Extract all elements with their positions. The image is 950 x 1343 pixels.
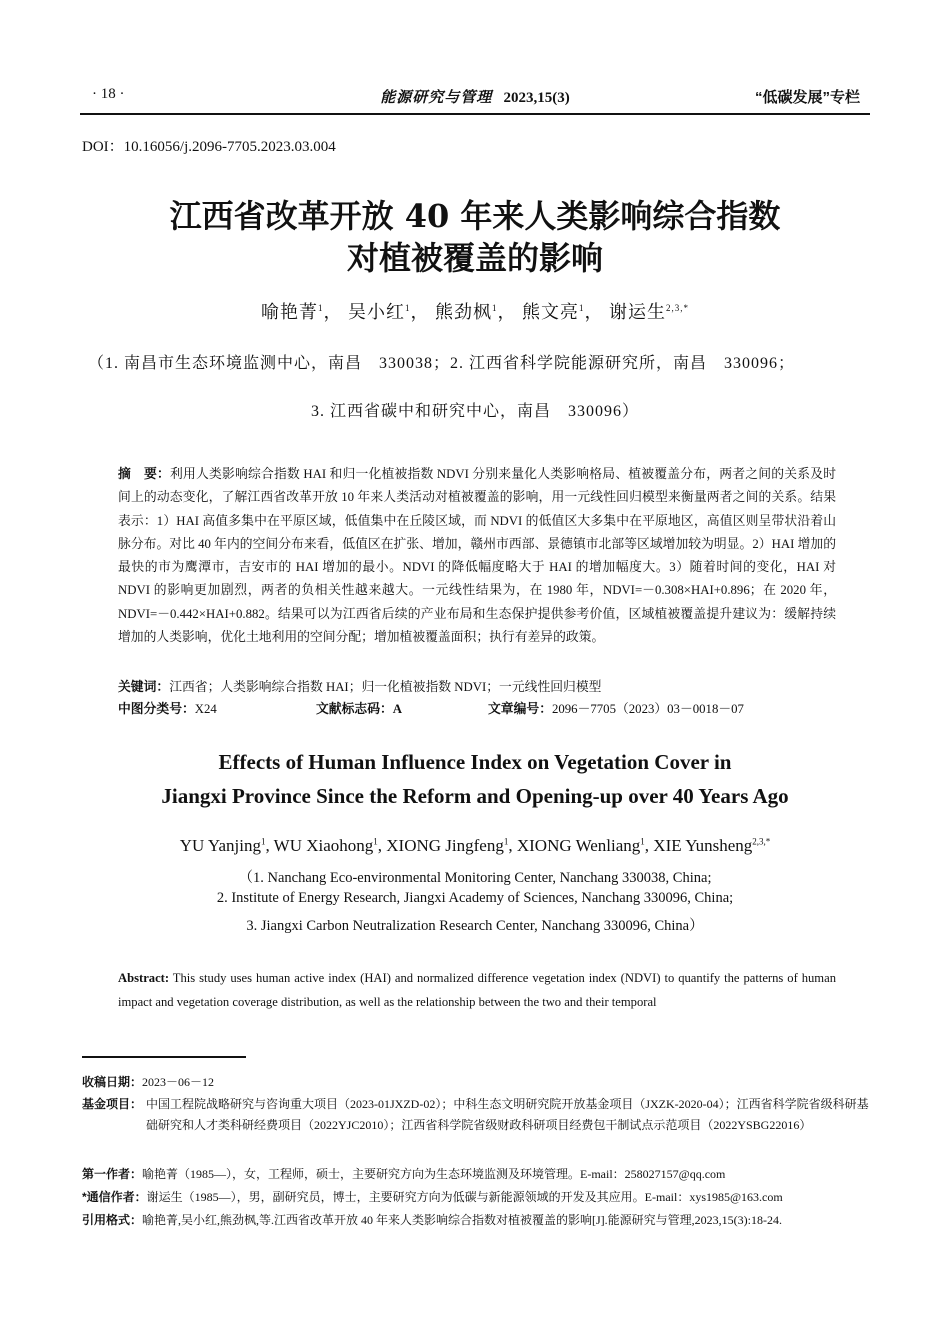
author-sup: 1	[579, 303, 585, 313]
doc-value: A	[392, 702, 403, 716]
author-cn: 喻艳菁	[261, 302, 318, 322]
author-sup: 1	[640, 836, 645, 847]
author-sup: 1	[405, 303, 411, 313]
clc-value: X24	[194, 702, 217, 716]
doi[interactable]: DOI：10.16056/j.2096-7705.2023.03.004	[82, 139, 336, 155]
footnote-corresponding	[82, 1187, 872, 1208]
article-value: 2096－7705（2023）03－0018－07	[551, 702, 744, 716]
authors-cn: 喻艳菁$^1$， 吴小红$^1$， 熊劲枫$^1$， 熊文亮$^1$， 谢运生$^{2,3,*}$	[261, 302, 689, 322]
column-label: “低碳发展”专栏	[754, 89, 860, 106]
cite-label: 引用格式：	[82, 1213, 143, 1227]
affiliation-en-line2: 2. Institute of Energy Research, Jiangxi Academy of Sciences, Nanchang 330096, China;	[216, 890, 734, 906]
first-author-label: 第一作者：	[82, 1167, 143, 1181]
abstract-cn-text: 利用人类影响综合指数 HAI 和归一化植被指数 NDVI 分别来量化人类影响格局、植被覆盖分布，两者之间的关系及时间上的动态变化，了解江西省改革开放 10 年来人类活动对植被覆盖的影响，用一元线性回归模型来衡量两者之间的关系。结果表示：1）HAI 高值多集中在平原区域，低值集中在丘陵区域，而 NDVI 的低值区大多集中在平原地区，高值区则呈带状沿着山脉分布。对比 40 年内的空间分布来看，低值区在扩张、增加，赣州市西部、景德镇市北部等区域增加较为明显。2）HAI 增加的最快的市为鹰潭市，吉安市的 HAI 增加的最小。NDVI 的降低幅度略大于 HAI 的增加幅度大。3）随着时间的变化，HAI 对 NDVI 的影响更加剧烈，两者的负相关性越来越大。一元线性结果为，在 1980 年，NDVI=－0.308×HAI+0.896；在 2020 年，NDVI=－0.442×HAI+0.882。结果可以为江西省后续的产业布局和生态保护提供参考价值，区域植被覆盖提升建议为：缓解持续增加的人类影响，优化土地利用的空间分配；增加植被覆盖面积；执行有差异的政策。	[118, 467, 837, 645]
journal-name: 能源研究与管理	[380, 90, 493, 106]
cite-value: 喻艳菁,吴小红,熊劲枫,等.江西省改革开放 40 年来人类影响综合指数对植被覆盖的影响[J].能源研究与管理,2023,15(3):18-24.	[142, 1213, 783, 1227]
title-cn-line1: 江西省改革开放 40 年来人类影响综合指数	[169, 197, 781, 235]
author-en: XIONG Wenliang	[516, 836, 641, 855]
affiliation-en-line3: 3. Jiangxi Carbon Neutralization Research Center, Nanchang 330096, China）	[246, 918, 704, 934]
journal-issue: 2023,15(3)	[503, 90, 570, 106]
keywords-cn-text: 江西省；人类影响综合指数 HAI；归一化植被指数 NDVI；一元线性回归模型	[169, 680, 602, 694]
abstract-cn-label: 摘 要：	[118, 466, 170, 481]
keywords-cn	[118, 676, 601, 695]
title-cn-line2: 对植被覆盖的影响	[346, 239, 603, 277]
corr-value: 谢运生（1985—），男，副研究员，博士，主要研究方向为低碳与新能源领域的开发及其应用。E-mail：xys1985@163.com	[146, 1190, 783, 1204]
author-cn: 谢运生	[609, 302, 666, 322]
abstract-en-text: This study uses human active index (HAI) and normalized difference vegetation index (NDVI) to quantify the patterns of human impact and vegetation coverage distribution, as well as the relationship between the two and their temporal	[118, 971, 836, 1009]
author-sup: 2,3,*	[752, 836, 771, 847]
article-label: 文章编号：	[488, 701, 552, 716]
author-sup: 1	[318, 303, 324, 313]
footnote-fund	[82, 1094, 872, 1136]
abstract-en	[118, 966, 836, 1014]
fund-label: 基金项目：	[82, 1097, 143, 1111]
footnote-citation	[82, 1210, 872, 1231]
page-number: · 18 ·	[92, 86, 125, 102]
received-label: 收稿日期：	[82, 1075, 143, 1089]
affiliation-en-line1: （1. Nanchang Eco-environmental Monitoring Center, Nanchang 330038, China;	[238, 870, 712, 886]
affiliation-cn-line1: （1. 南昌市生态环境监测中心，南昌 330038；2. 江西省科学院能源研究所，南昌 330096；	[88, 355, 796, 372]
abstract-en-label: Abstract:	[118, 971, 170, 985]
author-en: XIONG Jingfeng	[386, 836, 504, 855]
author-en: XIE Yunsheng	[653, 836, 753, 855]
title-en-line2: Jiangxi Province Since the Reform and Opening-up over 40 Years Ago	[161, 784, 789, 808]
clc-label: 中图分类号：	[118, 701, 195, 716]
author-sup: 1	[503, 836, 509, 847]
title-en-line1: Effects of Human Influence Index on Vegetation Cover in	[218, 750, 732, 774]
clc-number	[118, 698, 217, 717]
footnote-received	[82, 1072, 872, 1093]
affiliation-cn-line2: 3. 江西省碳中和研究中心，南昌 330096）	[310, 403, 639, 420]
fund-value: 中国工程院战略研究与咨询重大项目（2023-01JXZD-02）；中科生态文明研究院开放基金项目（JXZK-2020-04）；江西省科学院省级科研基础研究和人才类科研经费项目（2022YJC2010）；江西省科学院省级财政科研项目经费包干制试点示范项目（2022YSBG22016）	[146, 1097, 869, 1132]
doc-label: 文献标志码：	[316, 701, 393, 716]
authors-en: YU Yanjing$^1$, WU Xiaohong$^1$, XIONG Jingfeng$^1$, XIONG Wenliang$^1$, XIE Yunsheng$^{2,3,*}$	[179, 836, 771, 855]
author-sup: 1	[373, 836, 378, 847]
document-code	[316, 698, 402, 717]
header-rule	[80, 113, 870, 115]
author-sup: 2,3,*	[666, 303, 689, 313]
abstract-cn	[118, 462, 836, 649]
footnote-rule	[82, 1056, 246, 1058]
article-number	[488, 698, 744, 717]
author-en: YU Yanjing	[179, 836, 261, 855]
author-cn: 吴小红	[348, 302, 405, 322]
author-en: WU Xiaohong	[273, 836, 374, 855]
corr-label: *通信作者：	[82, 1190, 147, 1204]
keywords-cn-label: 关键词：	[118, 679, 170, 694]
author-cn: 熊劲枫	[435, 302, 492, 322]
author-sup: 1	[260, 836, 266, 847]
author-sup: 1	[492, 303, 498, 313]
author-cn: 熊文亮	[522, 302, 579, 322]
first-author-value: 喻艳菁（1985—），女，工程师，硕士，主要研究方向为生态环境监测及环境管理。E-mail：258027157@qq.com	[142, 1167, 726, 1181]
received-value: 2023－06－12	[142, 1075, 215, 1089]
footnote-first-author	[82, 1164, 872, 1185]
